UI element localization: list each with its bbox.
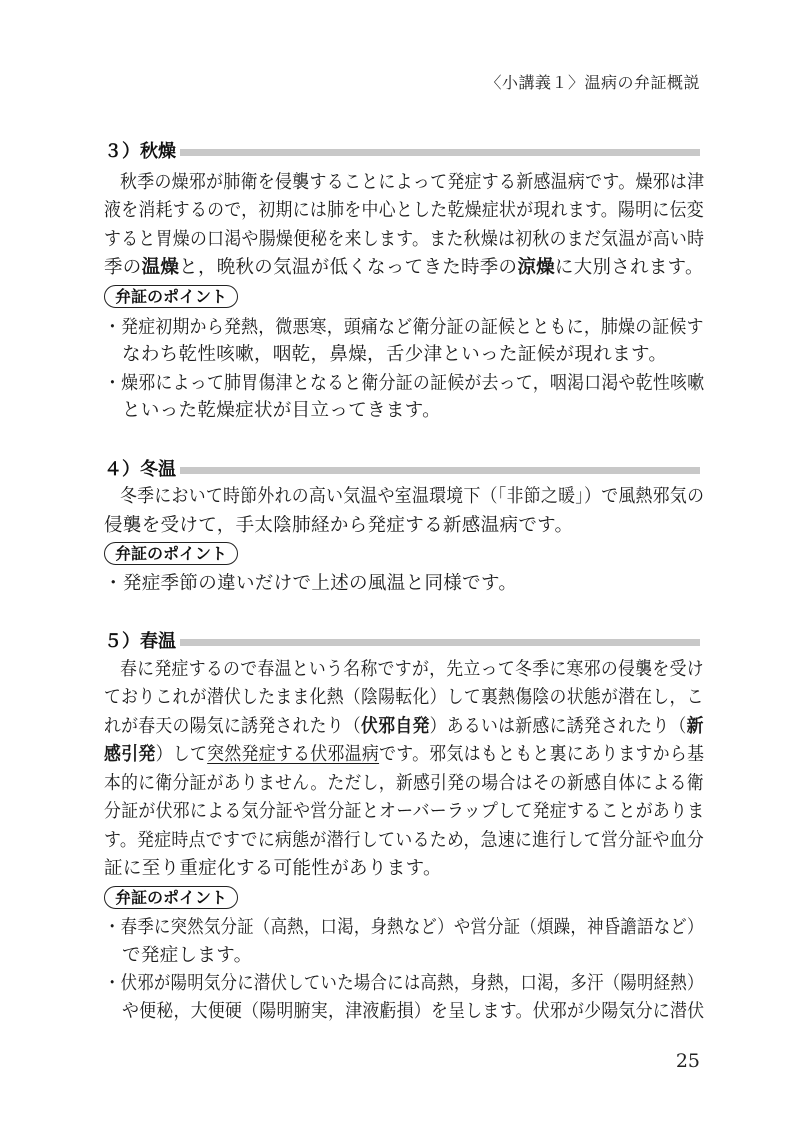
page-number: 25 <box>675 1050 700 1072</box>
section-rule <box>180 639 700 646</box>
section-heading-shunon <box>104 627 700 653</box>
bullet-line: ・発症初期から発熱，微悪寒，頭痛など衛分証の証候とともに，肺燥の証候す <box>104 317 704 338</box>
body-line: 液を消耗するので，初期には肺を中心とした乾燥症状が現れます。陽明に伝変 <box>104 200 704 221</box>
text-run: れが春天の陽気に誘発されたり（ <box>104 716 362 737</box>
text-run: と，晩秋の気温が低くなってきた時季の <box>179 257 518 278</box>
bullet-continuation: や便秘，大便硬（陽明腑実，津液虧損）を呈します。伏邪が少陽気分に潜伏 <box>122 1001 705 1022</box>
body-line <box>104 741 704 768</box>
bullet-continuation: なわち乾性咳嗽，咽乾，鼻燥，舌少津といった証候が現れます。 <box>122 344 668 365</box>
term-ryousou: 涼燥 <box>517 257 555 278</box>
bullet-continuation: といった乾燥症状が目立ってきます。 <box>122 400 441 421</box>
term-shinkan-part2: 感引発 <box>104 744 156 765</box>
bullet-line: ・発症季節の違いだけで上述の風温と同様です。 <box>104 573 518 594</box>
body-line: 冬季において時節外れの高い気温や室温環境下（「非節之暖」）で風熱邪気の <box>120 486 705 507</box>
section-heading-touon <box>104 455 700 481</box>
body-line: 証に至り重症化する可能性があります。 <box>104 858 442 879</box>
section-title: ３）秋燥 <box>104 141 176 162</box>
body-line: す。発症時点ですでに病態が潜行しているため，急速に進行して営分証や血分 <box>104 830 705 851</box>
bullet-line: ・伏邪が陽明気分に潜伏していた場合には高熱，身熱，口渇，多汗（陽明経熱） <box>104 973 704 994</box>
body-line: 分証が伏邪による気分証や営分証とオーバーラップして発症することがありま <box>104 801 705 822</box>
term-shinkan-part1: 新 <box>686 716 704 737</box>
section-heading-shusou <box>104 137 700 163</box>
section-rule <box>180 149 700 156</box>
point-label: 弁証のポイント <box>104 886 238 909</box>
point-label: 弁証のポイント <box>104 285 238 308</box>
bullet-line: ・春季に突然気分証（高熱，口渇，身熱など）や営分証（煩躁，神昏譫語など） <box>104 917 704 938</box>
term-fukuja-jihatsu: 伏邪自発 <box>361 716 430 737</box>
text-run: ）あるいは新感に誘発されたり（ <box>429 716 687 737</box>
text-run: 季の <box>104 257 142 278</box>
body-line: 春に発症するので春温という名称ですが，先立って冬季に寒邪の侵襲を受け <box>120 659 704 680</box>
body-line: 侵襲を受けて，手太陰肺経から発症する新感温病です。 <box>104 515 574 536</box>
text-run: です。邪気はもともと裏にありますから基 <box>379 744 705 765</box>
section-rule <box>180 467 700 474</box>
term-ondou: 温燥 <box>141 257 180 278</box>
body-line: ておりこれが潜伏したまま化熱（陰陽転化）して裏熱傷陰の状態が潜在し，こ <box>104 687 704 708</box>
running-head: 〈小講義１〉温病の弁証概説 <box>485 73 700 92</box>
bullet-continuation: で発症します。 <box>122 945 253 966</box>
text-run: に大別されます。 <box>554 257 704 278</box>
text-run: ）して <box>155 744 208 765</box>
bullet-line: ・燥邪によって肺胃傷津となると衛分証の証候が去って，咽渇口渇や乾性咳嗽 <box>104 373 705 394</box>
point-label: 弁証のポイント <box>104 542 238 565</box>
body-line: 秋季の燥邪が肺衛を侵襲することによって発症する新感温病です。燥邪は津 <box>120 172 705 193</box>
body-line <box>104 254 704 281</box>
body-line: すると胃燥の口渇や腸燥便秘を来します。また秋燥は初秋のまだ気温が高い時 <box>104 229 705 250</box>
section-title: ４）冬温 <box>104 459 176 480</box>
underlined-term: 突然発症する伏邪温病 <box>207 744 380 765</box>
section-title: ５）春温 <box>104 631 176 652</box>
body-line <box>104 713 704 740</box>
body-line: 本的に衛分証がありません。ただし，新感引発の場合はその新感自体による衛 <box>104 773 704 794</box>
